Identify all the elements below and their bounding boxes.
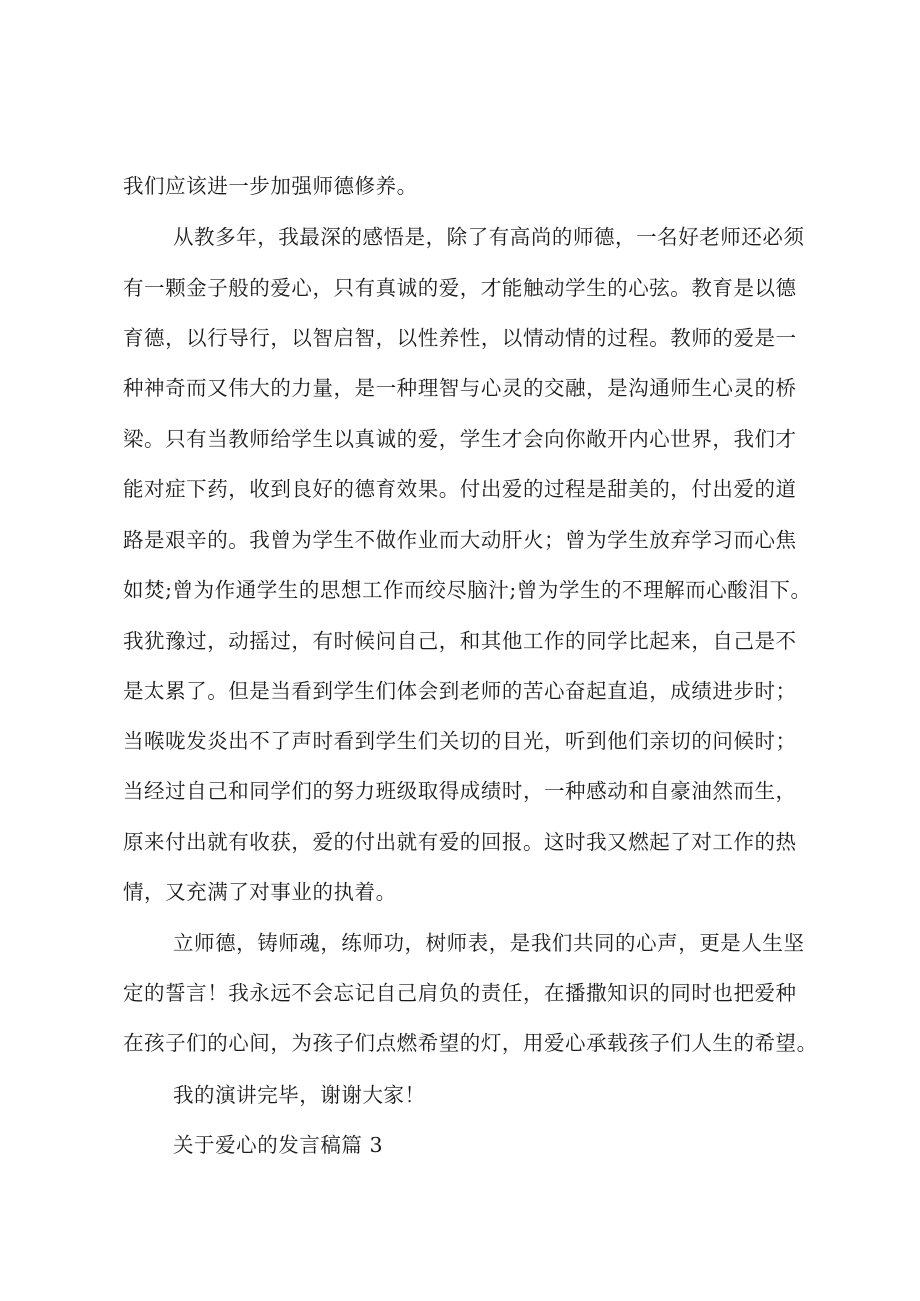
text-line: 定的誓言！我永远不会忘记自己肩负的责任，在播撒知识的同时也把爱种 [123,981,797,1005]
text-line: 梁。只有当教师给学生以真诚的爱，学生才会向你敞开内心世界，我们才 [123,427,797,451]
text-line: 我犹豫过，动摇过，有时候问自己，和其他工作的同学比起来，自己是不 [123,629,797,653]
text-line: 情，又充满了对事业的执着。 [123,880,397,904]
text-line: 育德，以行导行，以智启智，以性养性，以情动情的过程。教师的爱是一 [123,326,797,350]
text-line: 当喉咙发炎出不了声时看到学生们关切的目光，听到他们亲切的问候时； [123,729,797,753]
text-line: 能对症下药，收到良好的德育效果。付出爱的过程是甜美的，付出爱的道 [123,477,797,501]
text-line: 是太累了。但是当看到学生们体会到老师的苦心奋起直追，成绩进步时； [123,679,797,703]
text-line: 在孩子们的心间，为孩子们点燃希望的灯，用爱心承载孩子们人生的希望。 [123,1031,818,1055]
text-line: 如焚;曾为作通学生的思想工作而绞尽脑汁;曾为学生的不理解而心酸泪下。 [123,578,812,602]
paragraph-first-line: 立师德，铸师魂，练师功，树师表，是我们共同的心声，更是人生坚 [173,931,805,955]
section-heading: 关于爱心的发言稿篇 3 [173,1133,384,1157]
text-line: 当经过自己和同学们的努力班级取得成绩时，一种感动和自豪油然而生， [123,779,797,803]
text-line: 有一颗金子般的爱心，只有真诚的爱，才能触动学生的心弦。教育是以德 [123,276,797,300]
closing-line: 我的演讲完毕，谢谢大家！ [173,1083,426,1107]
text-line: 种神奇而又伟大的力量，是一种理智与心灵的交融，是沟通师生心灵的桥 [123,376,797,400]
text-line: 原来付出就有收获，爱的付出就有爱的回报。这时我又燃起了对工作的热 [123,830,797,854]
text-line: 我们应该进一步加强师德修养。 [123,174,418,198]
paragraph-first-line: 从教多年，我最深的感悟是，除了有高尚的师德，一名好老师还必须 [173,225,805,249]
text-line: 路是艰辛的。我曾为学生不做作业而大动肝火；曾为学生放弃学习而心焦 [123,528,797,552]
